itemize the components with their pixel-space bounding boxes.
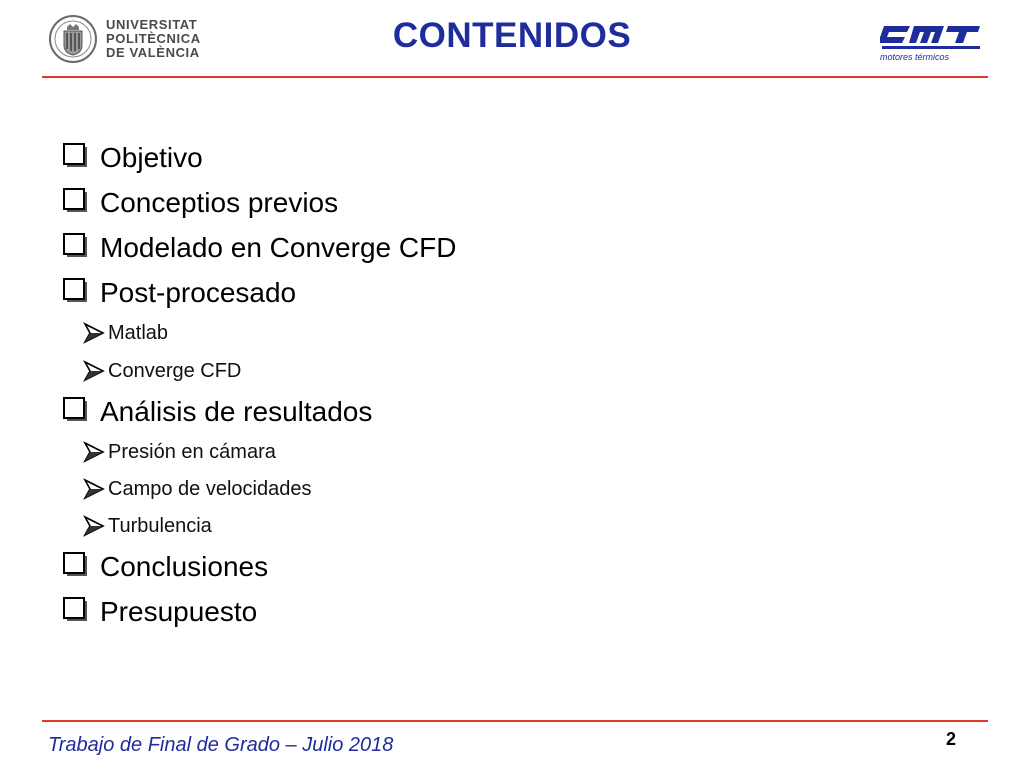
outline-item-postprocesado bbox=[62, 273, 297, 313]
checkbox-bullet-icon bbox=[62, 395, 94, 425]
cmt-logo-mark bbox=[880, 20, 982, 52]
outline-subitem-label: Presión en cámara bbox=[108, 441, 276, 463]
checkbox-bullet-icon bbox=[62, 231, 94, 261]
outline-subitem-label: Converge CFD bbox=[108, 360, 242, 382]
checkbox-bullet-icon bbox=[62, 276, 94, 306]
checkbox-bullet-icon bbox=[62, 550, 94, 580]
arrow-bullet-icon bbox=[82, 360, 106, 382]
footer-text: Trabajo de Final de Grado – Julio 2018 bbox=[48, 734, 394, 756]
upv-line-2: POLITÈCNICA bbox=[106, 31, 201, 46]
slide-title: CONTENIDOS bbox=[392, 16, 632, 55]
outline-item-label: Análisis de resultados bbox=[100, 396, 373, 427]
upv-line-3: DE VALÈNCIA bbox=[106, 45, 200, 60]
outline-item-objetivo bbox=[62, 138, 203, 178]
outline-item-label: Presupuesto bbox=[100, 596, 258, 627]
checkbox-bullet-icon bbox=[62, 186, 94, 216]
outline-subitem-label: Campo de velocidades bbox=[108, 478, 312, 500]
cmt-caption: motores térmicos bbox=[880, 52, 950, 62]
outline-item-label: Conceptios previos bbox=[100, 187, 339, 218]
outline-item-presupuesto bbox=[62, 592, 258, 632]
outline-item-label: Conclusiones bbox=[100, 551, 269, 582]
outline-item-label: Post-procesado bbox=[100, 277, 297, 308]
outline-item-modelado bbox=[62, 228, 457, 268]
outline-item-label: Objetivo bbox=[100, 142, 203, 173]
outline-item-analisis bbox=[62, 392, 373, 432]
upv-line-1: UNIVERSITAT bbox=[106, 17, 198, 32]
header-rule bbox=[42, 76, 988, 78]
outline-subitem-label: Turbulencia bbox=[108, 515, 212, 537]
page-number: 2 bbox=[945, 729, 956, 749]
outline-item-conceptos bbox=[62, 183, 339, 223]
checkbox-bullet-icon bbox=[62, 141, 94, 171]
outline-subitem-label: Matlab bbox=[108, 322, 169, 344]
outline-item-conclusiones bbox=[62, 547, 269, 587]
footer-rule bbox=[42, 720, 988, 722]
outline-item-label: Modelado en Converge CFD bbox=[100, 232, 457, 263]
arrow-bullet-icon bbox=[82, 441, 106, 463]
checkbox-bullet-icon bbox=[62, 595, 94, 625]
arrow-bullet-icon bbox=[82, 515, 106, 537]
arrow-bullet-icon bbox=[82, 478, 106, 500]
cmt-logo bbox=[880, 20, 982, 64]
arrow-bullet-icon bbox=[82, 322, 106, 344]
